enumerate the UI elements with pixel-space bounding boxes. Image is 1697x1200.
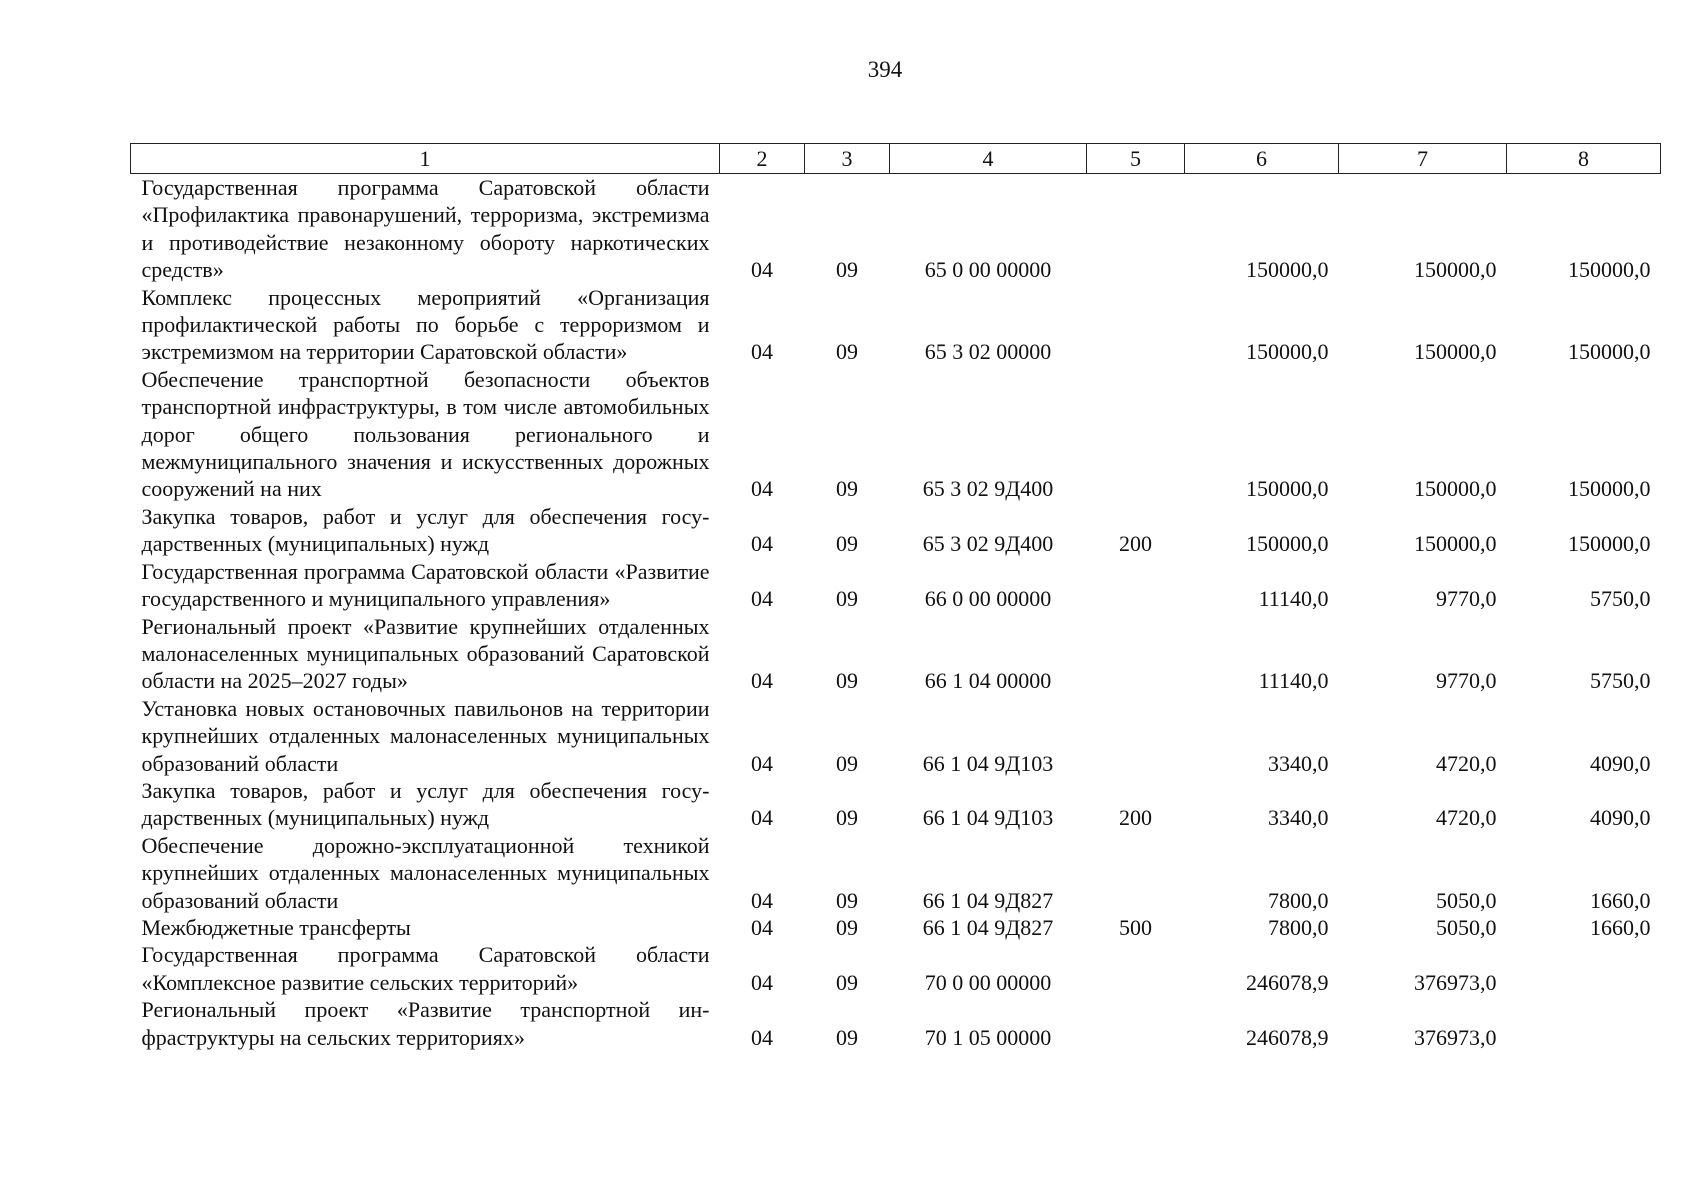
table-row (131, 941, 1661, 996)
amount-col6: 246078,9 (1246, 969, 1329, 995)
column-header: 4 (890, 144, 1087, 174)
target-code: 70 0 00 00000 (924, 969, 1052, 995)
item-name: Межбюджетные трансферты (141, 914, 411, 940)
column-header: 5 (1087, 144, 1185, 174)
target-code: 66 1 04 9Д103 (922, 750, 1054, 776)
amount-col7: 5050,0 (1436, 914, 1497, 940)
expense-type-code (1087, 558, 1185, 613)
budget-table (130, 143, 1661, 1051)
section-code: 04 (751, 668, 773, 694)
subsection-code: 09 (836, 750, 858, 776)
amount-col8: 150000,0 (1568, 339, 1651, 365)
subsection-code: 09 (836, 476, 858, 502)
target-code: 66 1 04 9Д827 (922, 914, 1054, 940)
table-row (131, 366, 1661, 503)
item-name: Закупка товаров, работ и услуг для обеспечения государственных (муниципальных) нужд (141, 777, 710, 831)
item-name: Региональный проект «Развитие транспортной инфраструктуры на сельских территориях» (141, 997, 710, 1050)
amount-col7: 4720,0 (1436, 805, 1497, 831)
amount-col7: 376973,0 (1414, 969, 1497, 995)
expense-type-code: 200 (1119, 531, 1152, 557)
amount-col8: 1660,0 (1590, 914, 1651, 940)
target-code: 65 0 00 00000 (924, 257, 1052, 283)
amount-col7: 4720,0 (1436, 750, 1497, 776)
expense-type-code: 200 (1119, 805, 1152, 831)
amount-col6: 150000,0 (1246, 339, 1329, 365)
amount-col7: 9770,0 (1436, 668, 1497, 694)
amount-col8 (1507, 941, 1661, 996)
section-code: 04 (751, 531, 773, 557)
subsection-code: 09 (836, 1024, 858, 1050)
item-name: Обеспечение дорожно-эксплуатационной техникой крупнейших отдаленных малонаселенных муниципальных образований области (141, 832, 710, 913)
subsection-code: 09 (836, 887, 858, 913)
table-row (131, 695, 1661, 777)
amount-col6: 7800,0 (1268, 914, 1329, 940)
amount-col8: 150000,0 (1568, 476, 1651, 502)
target-code: 70 1 05 00000 (924, 1024, 1052, 1050)
table-row (131, 558, 1661, 613)
amount-col8: 1660,0 (1590, 887, 1651, 913)
expense-type-code (1087, 613, 1185, 695)
section-code: 04 (751, 750, 773, 776)
subsection-code: 09 (836, 586, 858, 612)
amount-col6: 3340,0 (1268, 805, 1329, 831)
target-code: 66 0 00 00000 (924, 586, 1052, 612)
target-code: 66 1 04 00000 (924, 668, 1052, 694)
expense-type-code (1087, 284, 1185, 366)
table-row (131, 832, 1661, 914)
header-row (131, 144, 1661, 174)
subsection-code: 09 (836, 914, 858, 940)
item-name: Региональный проект «Развитие крупнейших отдаленных малонаселенных муниципальных образований Саратовской области на 2025–2027 годы» (141, 613, 710, 694)
amount-col7: 150000,0 (1414, 531, 1497, 557)
amount-col7: 5050,0 (1436, 887, 1497, 913)
item-name: Государственная программа Саратовской области «Профилактика правонарушений, терроризма, экстремизма и противодействие незаконному обороту наркотических средств» (141, 175, 710, 283)
target-code: 66 1 04 9Д103 (922, 805, 1054, 831)
section-code: 04 (751, 257, 773, 283)
subsection-code: 09 (836, 805, 858, 831)
page-number: 394 (867, 57, 903, 82)
amount-col6: 150000,0 (1246, 476, 1329, 502)
section-code: 04 (751, 586, 773, 612)
target-code: 65 3 02 9Д400 (922, 531, 1054, 557)
subsection-code: 09 (836, 339, 858, 365)
subsection-code: 09 (836, 969, 858, 995)
column-header: 3 (805, 144, 890, 174)
amount-col6: 11140,0 (1258, 668, 1329, 694)
section-code: 04 (751, 339, 773, 365)
expense-type-code (1087, 174, 1185, 284)
section-code: 04 (751, 969, 773, 995)
section-code: 04 (751, 805, 773, 831)
amount-col7: 150000,0 (1414, 476, 1497, 502)
expense-type-code (1087, 695, 1185, 777)
amount-col8: 5750,0 (1590, 586, 1651, 612)
expense-type-code (1087, 366, 1185, 503)
table-row (131, 503, 1661, 558)
item-name: Установка новых остановочных павильонов на территории крупнейших отдаленных малонаселенных муниципальных образований области (141, 695, 710, 776)
expense-type-code (1087, 996, 1185, 1051)
amount-col6: 11140,0 (1258, 586, 1329, 612)
table-row (131, 996, 1661, 1051)
amount-col8: 5750,0 (1590, 668, 1651, 694)
column-header: 6 (1185, 144, 1339, 174)
item-name: Обеспечение транспортной безопасности объектов транспортной инфраструктуры, в том числе автомобильных дорог общего пользования регионального и межмуниципального значения и искусственных дорожных сооружений на них (141, 366, 710, 502)
amount-col8: 150000,0 (1568, 257, 1651, 283)
section-code: 04 (751, 1024, 773, 1050)
table-row (131, 613, 1661, 695)
amount-col6: 7800,0 (1268, 887, 1329, 913)
table-row (131, 777, 1661, 832)
target-code: 65 3 02 9Д400 (922, 476, 1054, 502)
target-code: 66 1 04 9Д827 (922, 887, 1054, 913)
column-header: 8 (1507, 144, 1661, 174)
section-code: 04 (751, 887, 773, 913)
subsection-code: 09 (836, 531, 858, 557)
amount-col6: 3340,0 (1268, 750, 1329, 776)
item-name: Закупка товаров, работ и услуг для обеспечения государственных (муниципальных) нужд (141, 503, 710, 557)
amount-col7: 150000,0 (1414, 339, 1497, 365)
column-header: 7 (1339, 144, 1507, 174)
target-code: 65 3 02 00000 (924, 339, 1052, 365)
table-row (131, 914, 1661, 941)
expense-type-code (1087, 941, 1185, 996)
amount-col8 (1507, 996, 1661, 1051)
expense-type-code (1087, 832, 1185, 914)
column-header: 2 (720, 144, 805, 174)
section-code: 04 (751, 914, 773, 940)
amount-col6: 246078,9 (1246, 1024, 1329, 1050)
subsection-code: 09 (836, 668, 858, 694)
amount-col7: 150000,0 (1414, 257, 1497, 283)
section-code: 04 (751, 476, 773, 502)
expense-type-code: 500 (1119, 914, 1152, 940)
item-name: Комплекс процессных мероприятий «Организация профилактической работы по борьбе с терроризмом и экстремизмом на территории Саратовской области» (141, 284, 710, 365)
item-name: Государственная программа Саратовской области «Комплексное развитие сельских территорий» (141, 942, 710, 995)
table-row (131, 174, 1661, 284)
column-header: 1 (131, 144, 720, 174)
amount-col8: 4090,0 (1590, 750, 1651, 776)
amount-col7: 9770,0 (1436, 586, 1497, 612)
item-name: Государственная программа Саратовской области «Развитие государственного и муниципального управления» (141, 558, 710, 612)
table-row (131, 284, 1661, 366)
amount-col8: 4090,0 (1590, 805, 1651, 831)
amount-col6: 150000,0 (1246, 531, 1329, 557)
amount-col8: 150000,0 (1568, 531, 1651, 557)
amount-col6: 150000,0 (1246, 257, 1329, 283)
amount-col7: 376973,0 (1414, 1024, 1497, 1050)
subsection-code: 09 (836, 257, 858, 283)
